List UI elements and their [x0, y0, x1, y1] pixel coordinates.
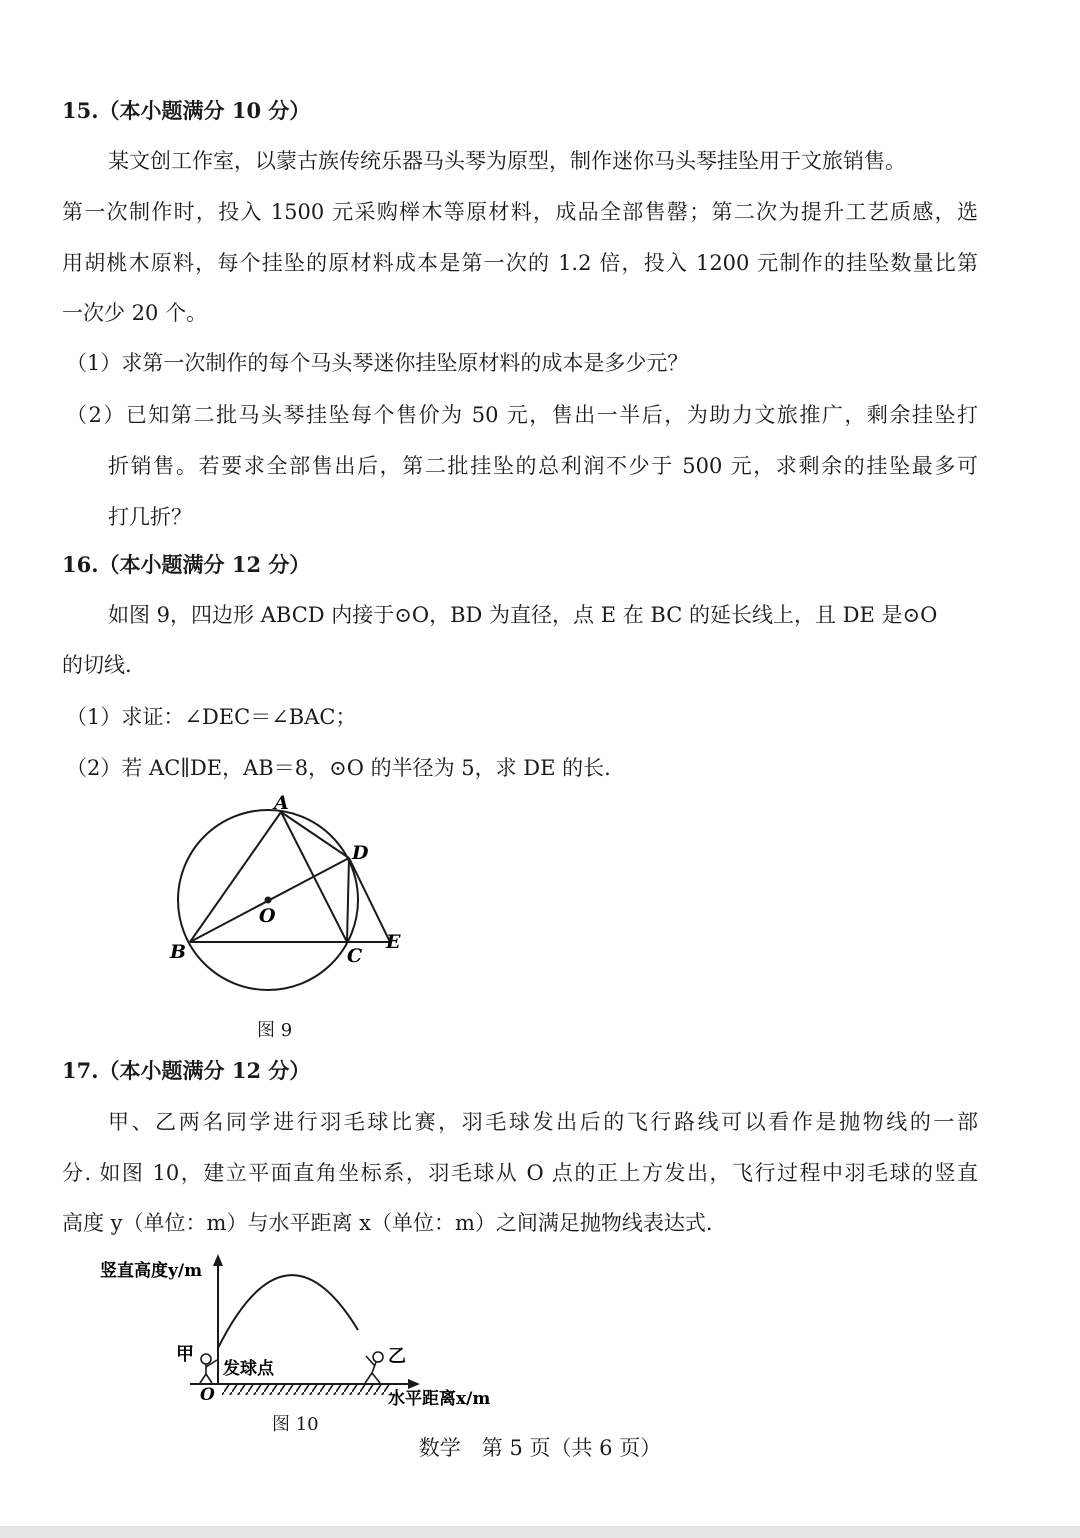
y-axis-label: 竖直高度y/m [100, 1261, 203, 1281]
label-e: E [386, 931, 401, 953]
trajectory-curve [218, 1275, 358, 1348]
q17-line-2: 分. 如图 10，建立平面直角坐标系，羽毛球从 O 点的正上方发出，飞行过程中羽毛球的竖直 [62, 1161, 978, 1185]
segment-dc [347, 858, 349, 942]
player-b-figure [365, 1352, 383, 1383]
x-axis-arrow [408, 1379, 420, 1389]
label-o: O [259, 905, 276, 927]
q16-sub1: （1）求证：∠DEC＝∠BAC； [66, 705, 357, 729]
q15-line-4: 一次少 20 个。 [62, 301, 208, 325]
q16-line-1: 如图 9，四边形 ABCD 内接于⊙O，BD 为直径，点 E 在 BC 的延长线上，且 DE 是⊙O [108, 603, 938, 627]
center-point-o [265, 897, 272, 904]
figure-9-diagram [160, 790, 430, 1005]
q16-line-2: 的切线. [62, 653, 132, 677]
q16-sub2: （2）若 AC∥DE，AB＝8，⊙O 的半径为 5，求 DE 的长. [66, 756, 611, 780]
q15-line-3: 用胡桃木原料，每个挂坠的原材料成本是第一次的 1.2 倍，投入 1200 元制作的挂坠数量比第 [62, 251, 978, 275]
segment-ad [281, 812, 349, 858]
label-d: D [352, 842, 369, 864]
figure-10-diagram [90, 1250, 520, 1410]
player-a-figure [200, 1354, 217, 1383]
figure-10-caption: 图 10 [272, 1414, 319, 1435]
player-a-label: 甲 [176, 1344, 194, 1365]
scan-bottom-edge [0, 1526, 1080, 1538]
q17-line-1: 甲、乙两名同学进行羽毛球比赛，羽毛球发出后的飞行路线可以看作是抛物线的一部 [108, 1110, 978, 1134]
segment-de [349, 858, 390, 942]
q15-sub2-line-3: 打几折？ [108, 505, 192, 529]
q15-sub2-line-2: 折销售。若要求全部售出后，第二批挂坠的总利润不少于 500 元，求剩余的挂坠最多可 [108, 454, 978, 478]
label-b: B [170, 941, 187, 963]
label-c: C [347, 945, 363, 967]
q16-heading: 16.（本小题满分 12 分） [62, 552, 311, 577]
ground-hatch [222, 1385, 392, 1395]
label-a: A [274, 792, 289, 814]
q15-sub1: （1）求第一次制作的每个马头琴迷你挂坠原材料的成本是多少元？ [66, 351, 689, 375]
q15-line-1: 某文创工作室，以蒙古族传统乐器马头琴为原型，制作迷你马头琴挂坠用于文旅销售。 [108, 149, 906, 173]
page-footer: 数学 第 5 页（共 6 页） [418, 1436, 662, 1460]
figure-9-caption: 图 9 [257, 1020, 293, 1041]
q17-heading: 17.（本小题满分 12 分） [62, 1058, 311, 1083]
q15-heading: 15.（本小题满分 10 分） [62, 98, 311, 123]
y-axis-arrow [213, 1254, 223, 1266]
origin-label: O [200, 1385, 215, 1405]
q17-line-3: 高度 y（单位：m）与水平距离 x（单位：m）之间满足抛物线表达式. [62, 1211, 713, 1235]
q15-sub2-line-1: （2）已知第二批马头琴挂坠每个售价为 50 元，售出一半后，为助力文旅推广，剩余挂坠打 [66, 403, 978, 427]
q15-line-2: 第一次制作时，投入 1500 元采购榉木等原材料，成品全部售罄；第二次为提升工艺质感，选 [62, 200, 978, 224]
serve-point-label: 发球点 [223, 1359, 274, 1379]
player-b-label: 乙 [388, 1346, 406, 1367]
x-axis-label: 水平距离x/m [388, 1389, 491, 1409]
